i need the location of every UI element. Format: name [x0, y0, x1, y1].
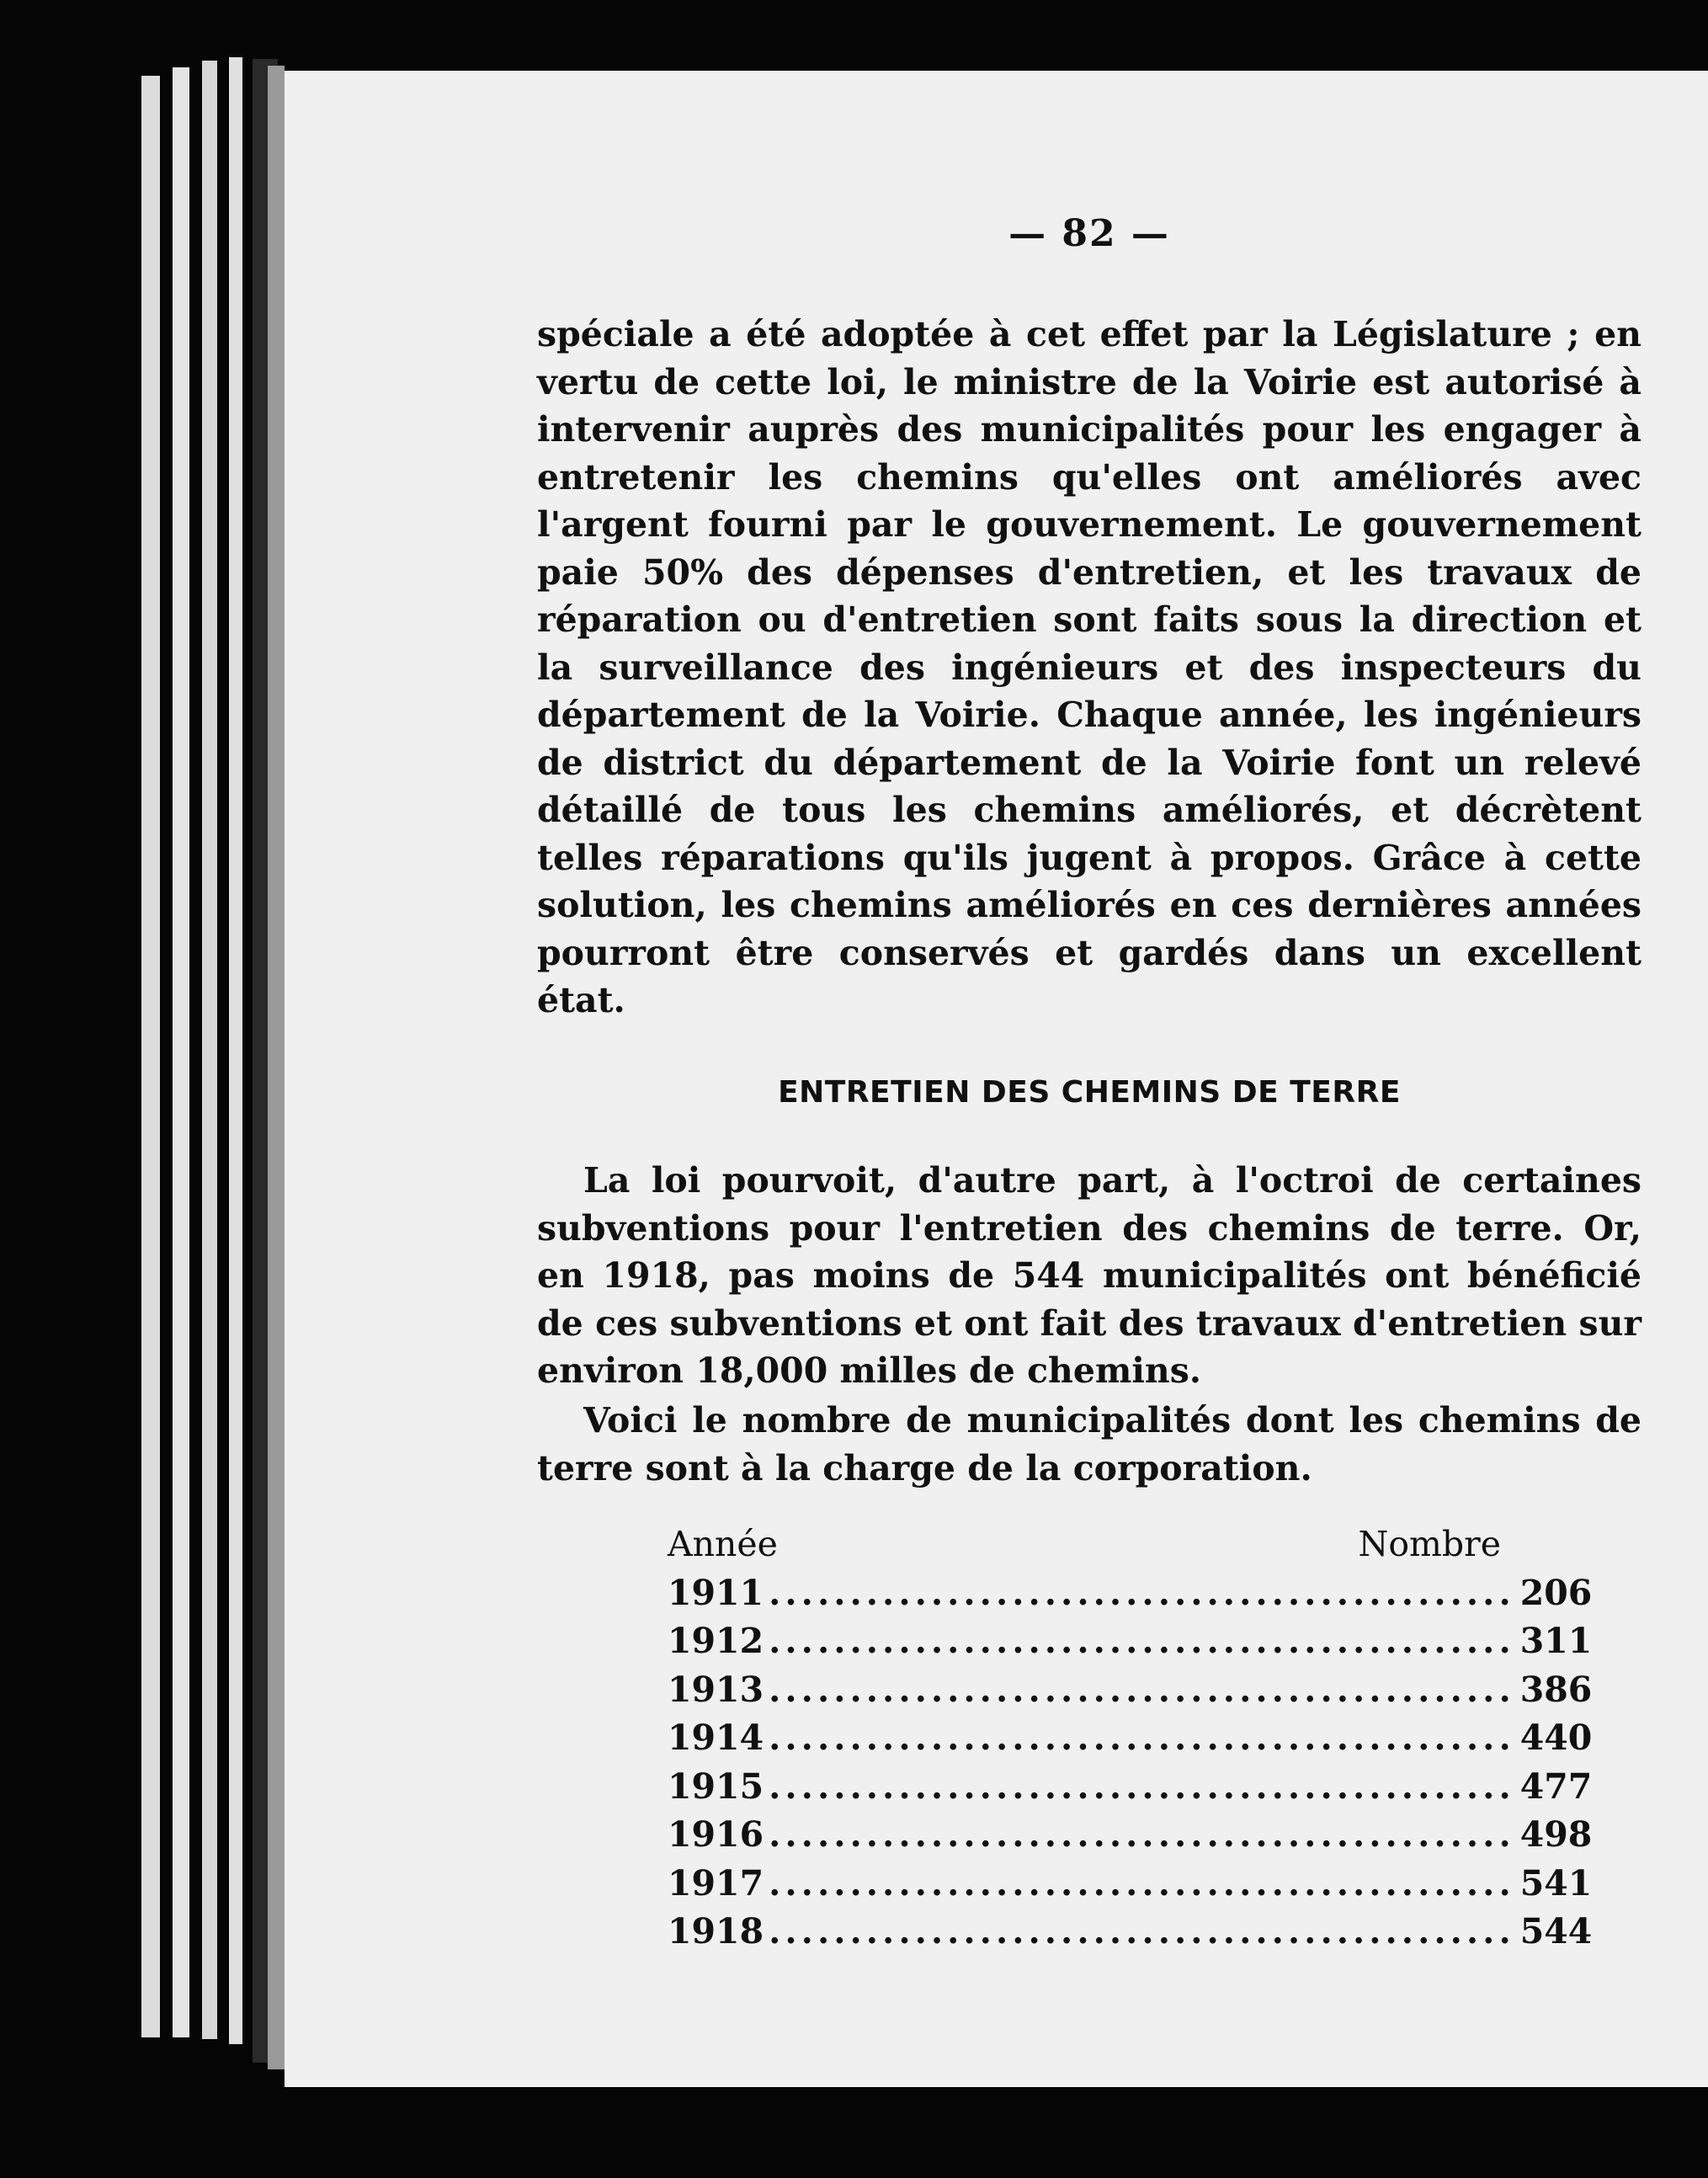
row-year: 1913 [668, 1669, 764, 1710]
row-year: 1917 [668, 1862, 764, 1904]
dot-leader: .............................................. [769, 1862, 1515, 1904]
table-row [668, 1617, 1593, 1666]
dot-leader: .............................................. [769, 1572, 1515, 1613]
row-count: 311 [1519, 1621, 1593, 1661]
row-year: 1911 [668, 1572, 764, 1613]
section-heading: ENTRETIEN DES CHEMINS DE TERRE [778, 1075, 1401, 1110]
dot-leader: .............................................. [769, 1911, 1515, 1952]
table-row [668, 1763, 1593, 1812]
column-header-year: Année [668, 1524, 778, 1564]
row-year: 1918 [668, 1911, 764, 1952]
dot-leader: .............................................. [769, 1669, 1515, 1710]
row-count: 541 [1519, 1862, 1593, 1904]
row-count: 440 [1519, 1717, 1593, 1758]
paragraph: spéciale a été adoptée à cet effet par la Législature ; en vertu de cette loi, le ministre de la Voirie est autorisé à intervenir auprès des municipalités pour les engager à entretenir les chemins qu'elles ont améliorés avec l'argent fourni par le gouvernement. Le gouvernement paie 50% des dépenses d'entretien, et les travaux de réparation ou d'entretien sont faits sous la direction et la surveillance des ingénieurs et des inspecteurs du département de la Voirie. Chaque année, les ingénieurs de district du département de la Voirie font un relevé détaillé de tous les chemins améliorés, et décrètent telles réparations qu'ils jugent à propos. Grâce à cette solution, les chemins améliorés en ces dernières années pourront être conservés et gardés dans un excellent état. [537, 314, 1641, 1020]
row-year: 1916 [668, 1814, 764, 1855]
row-year: 1914 [668, 1717, 764, 1758]
table-row [668, 1811, 1593, 1860]
municipality-count-table [668, 1520, 1593, 1957]
table-row [668, 1666, 1593, 1715]
row-count: 544 [1519, 1911, 1593, 1952]
paragraph: La loi pourvoit, d'autre part, à l'octroi de certaines subventions pour l'entretien des chemins de terre. Or, en 1918, pas moins de 544 municipalités ont bénéficié de ces subventions et ont fait des travaux d'entretien sur environ 18,000 milles de chemins. [537, 1160, 1641, 1391]
table-row [668, 1860, 1593, 1909]
page-edge [173, 67, 189, 2037]
book-page [285, 71, 1708, 2087]
page-number: — 82 — [1008, 212, 1170, 255]
row-count: 206 [1519, 1572, 1593, 1613]
page-edge [268, 66, 285, 2069]
page-edge [141, 76, 160, 2037]
row-count: 498 [1519, 1814, 1593, 1855]
column-header-count: Nombre [1358, 1524, 1501, 1564]
page-edge [202, 61, 217, 2039]
paragraph: Voici le nombre de municipalités dont les chemins de terre sont à la charge de la corporation. [537, 1400, 1641, 1488]
table-row [668, 1714, 1593, 1763]
page-edge [229, 57, 242, 2044]
dot-leader: .............................................. [769, 1814, 1515, 1855]
table-row [668, 1908, 1593, 1957]
scan-border [0, 2087, 1708, 2178]
row-count: 477 [1519, 1765, 1593, 1807]
row-year: 1915 [668, 1765, 764, 1807]
row-count: 386 [1519, 1669, 1593, 1710]
dot-leader: .............................................. [769, 1621, 1515, 1661]
dot-leader: .............................................. [769, 1717, 1515, 1758]
table-row [668, 1569, 1593, 1618]
row-year: 1912 [668, 1621, 764, 1661]
table-header [668, 1520, 1501, 1569]
dot-leader: .............................................. [769, 1765, 1515, 1807]
